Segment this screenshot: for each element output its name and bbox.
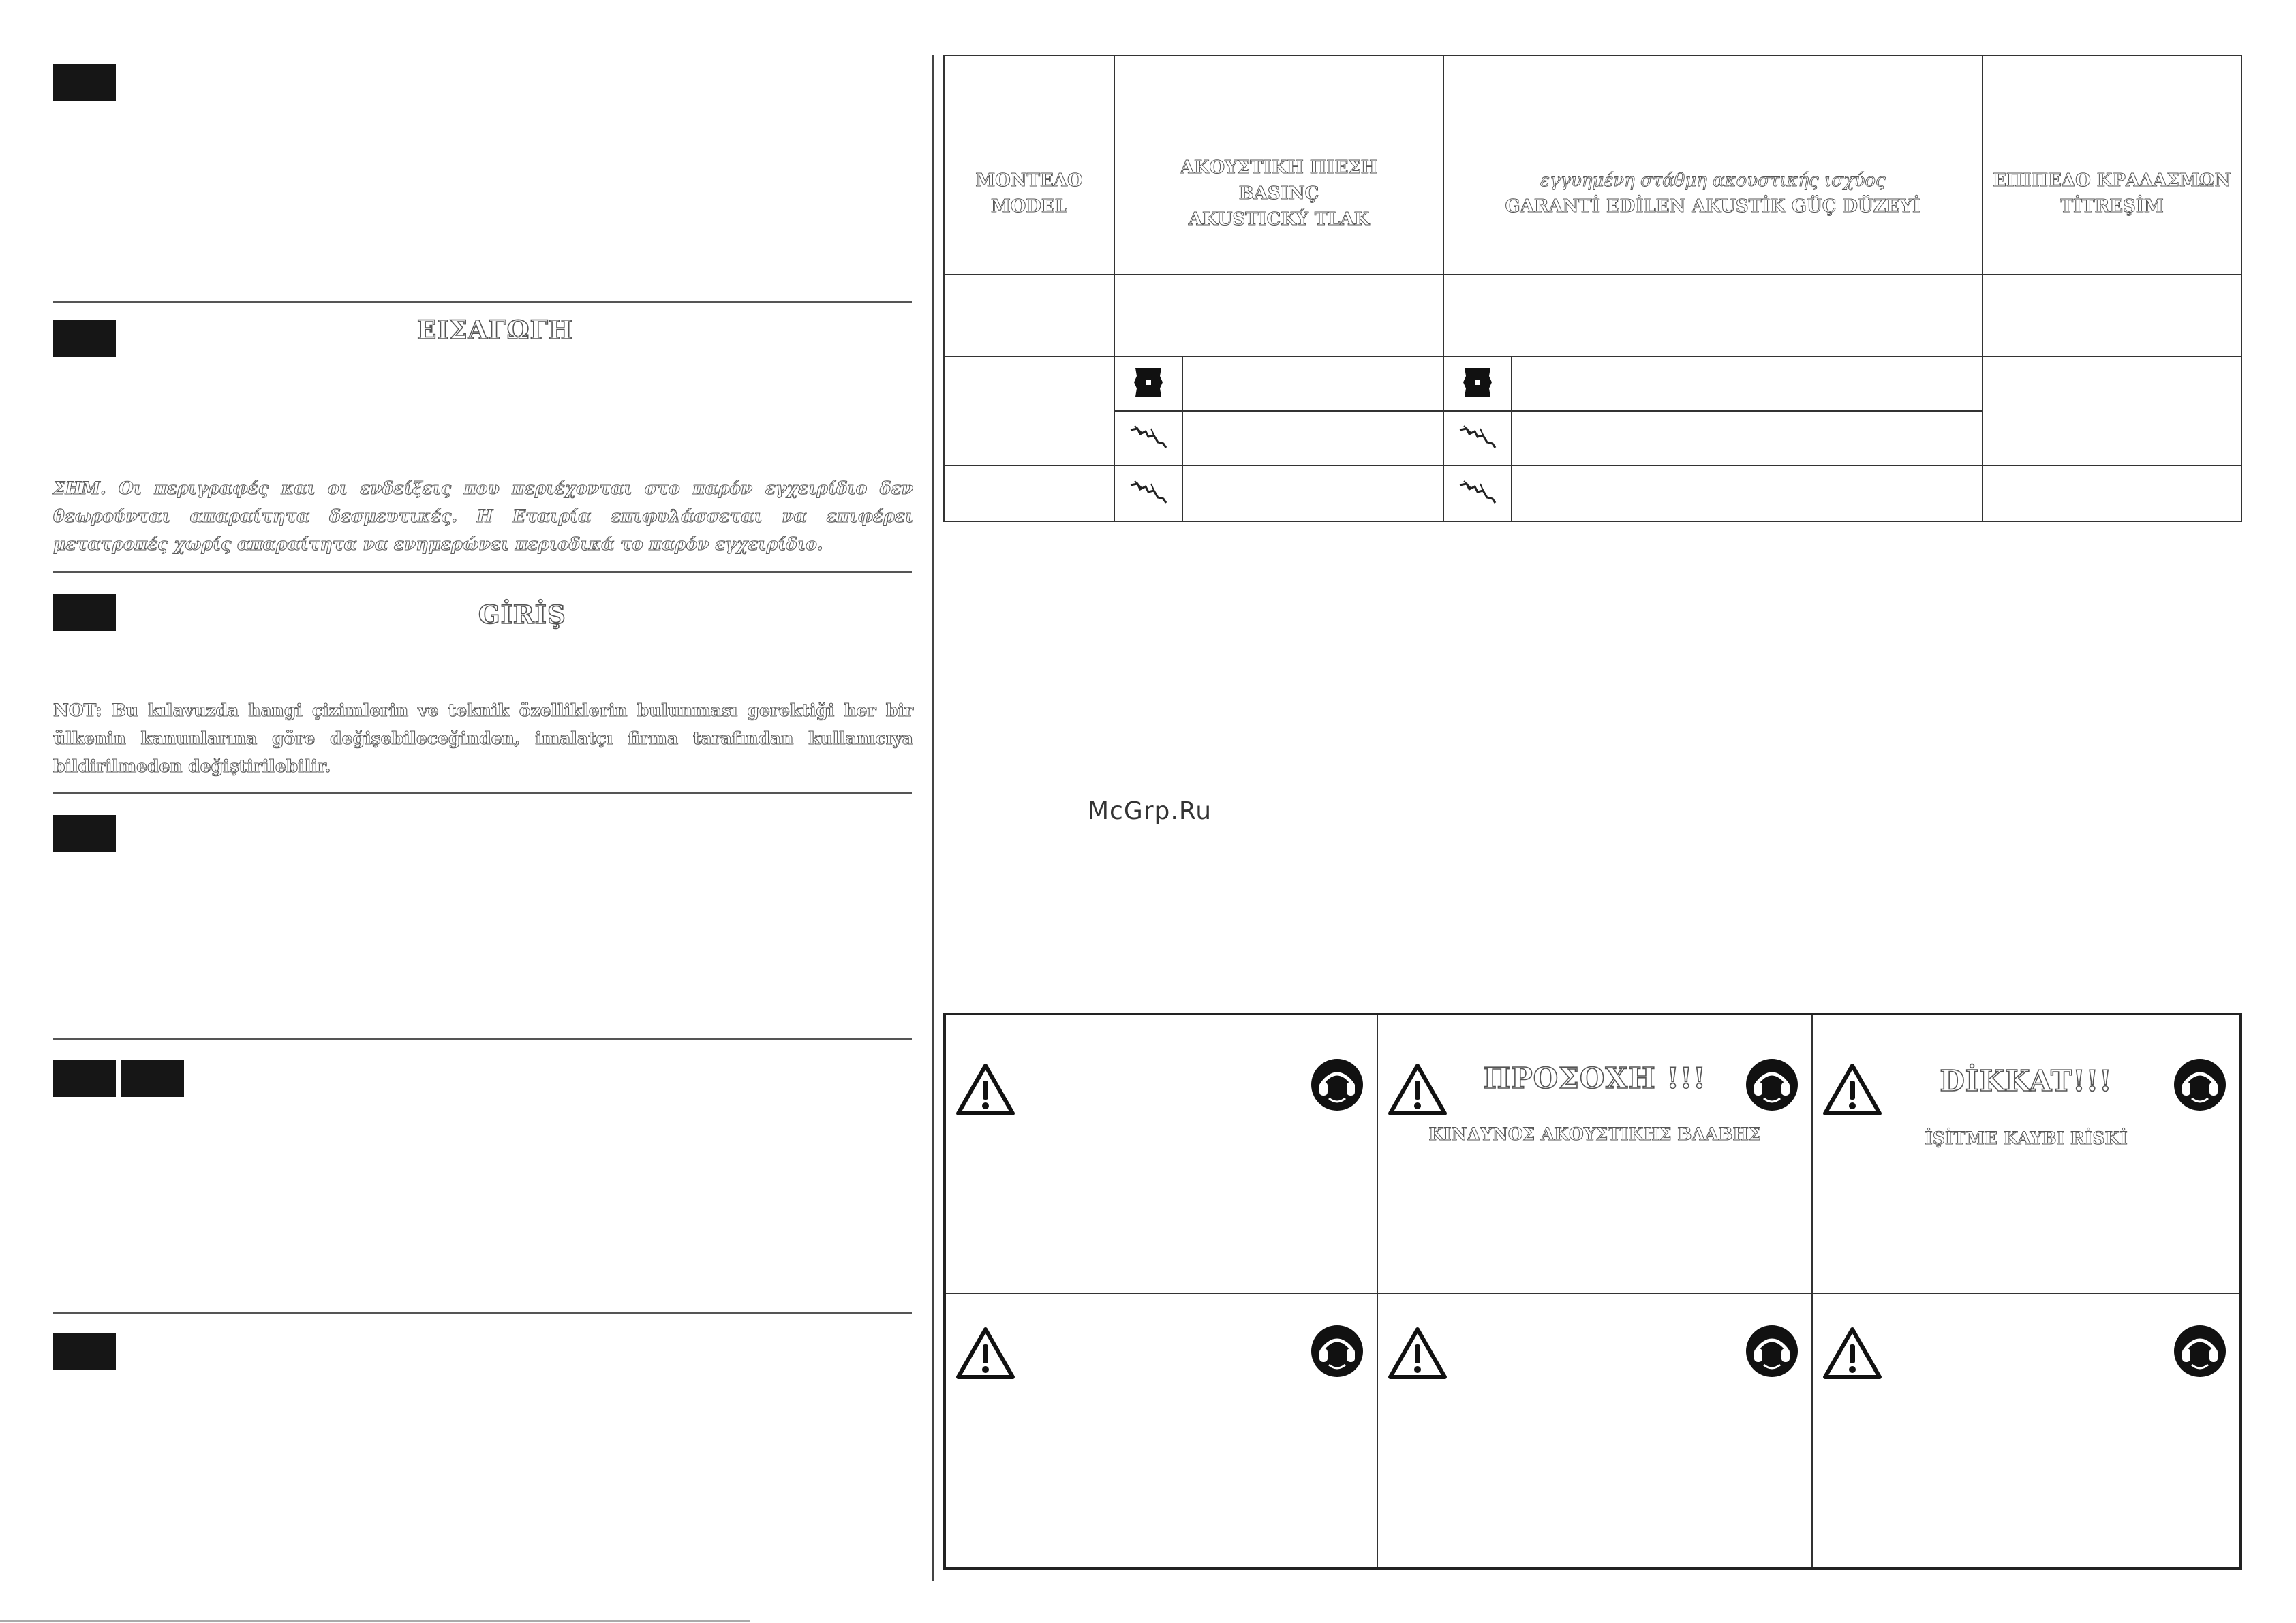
power-value-3 <box>1512 465 1982 521</box>
section-tag-6 <box>53 1333 116 1370</box>
vibration-value-2 <box>1983 465 2241 521</box>
divider-4 <box>53 1038 912 1040</box>
section-tag-5a <box>53 1060 116 1097</box>
warning-subtitle-gr: ΚΙΝΔΥΝΟΣ ΑΚΟΥΣΤΙΚΗΣ ΒΛΑΒΗΣ <box>1428 1124 1761 1144</box>
vibration-value-1 <box>1983 356 2241 465</box>
intro-gr-note: ΣΗΜ. Οι περιγραφές και οι ενδείξεις που περιέχονται στο παρόν εγχειρίδιο δεν θεωρούνται απαραίτητα δεσμευτικές. Η Εταιρία επιφυλάσσεται να επιφέρει μετατροπές χωρίς απαραίτητα να ενημερώνει περιοδικά το παρόν εγχειρίδιο. <box>53 478 913 554</box>
units-model-cell <box>944 275 1114 356</box>
pressure-value-3 <box>1182 465 1443 521</box>
header-acoustic-pressure: ΑΚΟΥΣΤΙΚΗ ΠΙΕΣΗ BASINÇ AKUSTICKÝ TLAK <box>1114 55 1443 275</box>
warning-cell-6 <box>1812 1293 2241 1568</box>
section-tag-3 <box>53 594 116 631</box>
section-tag-5b <box>121 1060 184 1097</box>
units-vibration-cell <box>1983 275 2241 356</box>
power-idle-icon <box>1443 411 1512 465</box>
warning-cell-1 <box>945 1014 1377 1293</box>
warning-title-tr: DİKKAT!!! <box>1940 1064 2113 1098</box>
model-cell-1 <box>944 356 1114 465</box>
power-idle-icon-2 <box>1443 465 1512 521</box>
divider-5 <box>53 1312 912 1314</box>
units-power-cell <box>1443 275 1982 356</box>
section-tag-4 <box>53 815 116 852</box>
hearing-warning-box <box>943 1013 2242 1570</box>
warning-title-gr: ΠΡΟΣΟΧΗ !!! <box>1483 1062 1706 1095</box>
divider-2 <box>53 571 912 573</box>
warning-cell-tr <box>1812 1014 2241 1293</box>
section-tag-2 <box>53 320 116 357</box>
pressure-idle-icon-2 <box>1114 465 1182 521</box>
watermark: McGrp.Ru <box>1088 797 1212 825</box>
ear-protection-icon <box>1745 1324 1799 1378</box>
warning-triangle-icon <box>954 1062 1017 1117</box>
divider-1 <box>53 301 912 303</box>
warning-cell-gr <box>1377 1014 1812 1293</box>
column-divider <box>932 55 934 1581</box>
page-bottom-line <box>0 1620 750 1622</box>
warning-cell-4 <box>945 1293 1377 1568</box>
pressure-full-icon <box>1114 356 1182 411</box>
model-cell-2 <box>944 465 1114 521</box>
intro-tr-note: NOT: Bu kılavuzda hangi çizimlerin ve teknik özelliklerin bulunması gerektiği her bir ülkenin kanunlarına göre değişebileceğinden, imalatçı firma tarafından kullanıcıya bildirilmeden değiştirilebilir. <box>53 700 913 776</box>
section-tag-1 <box>53 64 116 101</box>
units-pressure-cell <box>1114 275 1443 356</box>
pressure-idle-icon <box>1114 411 1182 465</box>
warning-subtitle-tr: İŞİTME KAYBI RİSKİ <box>1925 1128 2128 1148</box>
ear-protection-icon <box>1310 1057 1364 1112</box>
header-model: ΜΟΝΤΕΛΟ MODEL <box>944 55 1114 275</box>
ear-protection-icon <box>1310 1324 1364 1378</box>
warning-triangle-icon <box>1821 1325 1884 1381</box>
intro-tr-heading: GİRİŞ <box>478 600 566 630</box>
acoustic-spec-table <box>943 55 2242 522</box>
header-acoustic-power: εγγυημένη στάθμη ακουστικής ισχύος GARANTİ EDİLEN AKUSTİK GÜÇ DÜZEYİ <box>1443 55 1982 275</box>
ear-protection-icon <box>1745 1057 1799 1112</box>
ear-protection-icon <box>2173 1057 2227 1112</box>
power-value-2 <box>1512 411 1982 465</box>
power-value-1 <box>1512 356 1982 411</box>
divider-3 <box>53 792 912 794</box>
pressure-value-1 <box>1182 356 1443 411</box>
warning-triangle-icon <box>954 1325 1017 1381</box>
warning-triangle-icon <box>1386 1325 1449 1381</box>
pressure-value-2 <box>1182 411 1443 465</box>
power-full-icon <box>1443 356 1512 411</box>
ear-protection-icon <box>2173 1324 2227 1378</box>
intro-gr-heading: ΕΙΣΑΓΩΓΗ <box>417 315 573 345</box>
warning-cell-5 <box>1377 1293 1812 1568</box>
header-vibration: ΕΠΙΠΕΔΟ ΚΡΑΔΑΣΜΩΝ TİTREŞİM <box>1983 55 2241 275</box>
